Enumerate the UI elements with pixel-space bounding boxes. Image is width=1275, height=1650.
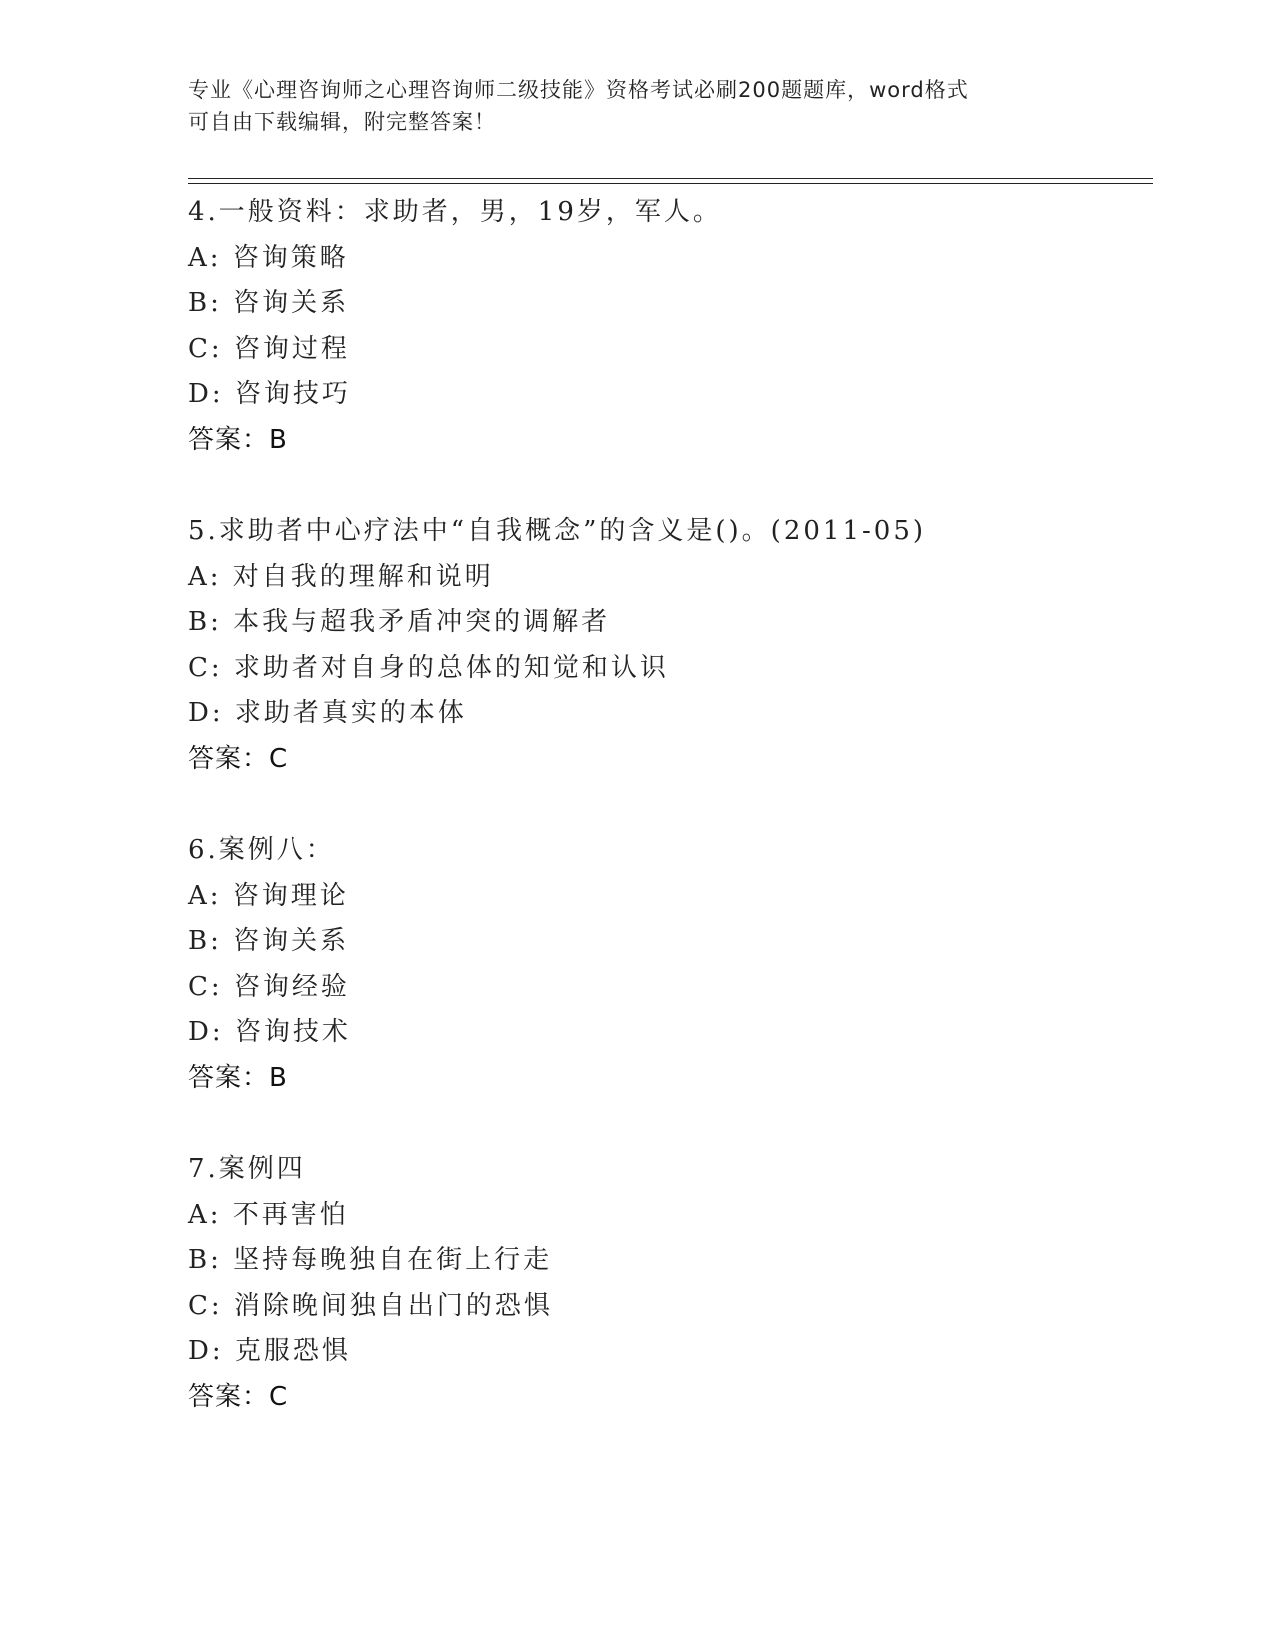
option-c: C: 求助者对自身的总体的知觉和认识: [188, 652, 669, 683]
header-line-2: 可自由下载编辑，附完整答案！: [188, 110, 496, 134]
option-d: D: 求助者真实的本体: [188, 698, 467, 728]
question-7: [188, 1147, 1148, 1420]
question-stem: 4.一般资料：求助者，男，19岁，军人。: [188, 197, 722, 227]
question-4: [188, 190, 1148, 463]
option-d: D: 克服恐惧: [188, 1336, 351, 1366]
question-list: [188, 190, 1148, 1466]
option-b: B: 咨询关系: [188, 288, 350, 318]
option-a: A: 咨询策略: [188, 242, 349, 273]
question-5: [188, 509, 1148, 782]
option-b: B: 咨询关系: [188, 926, 350, 956]
option-a: A: 不再害怕: [188, 1199, 349, 1230]
option-d: D: 咨询技术: [188, 1017, 351, 1047]
option-c: C: 消除晚间独自出门的恐惧: [188, 1290, 553, 1321]
header-double-rule: [188, 178, 1153, 184]
answer-line: 答案：C: [188, 1381, 289, 1412]
option-b: B: 本我与超我矛盾冲突的调解者: [188, 607, 611, 637]
answer-line: 答案：B: [188, 424, 288, 455]
option-d: D: 咨询技巧: [188, 379, 351, 409]
header-line-1: 专业《心理咨询师之心理咨询师二级技能》资格考试必刷200题题库，word格式: [188, 78, 969, 102]
option-c: C: 咨询经验: [188, 971, 350, 1002]
question-stem: 7.案例四: [188, 1154, 306, 1184]
answer-line: 答案：C: [188, 743, 289, 774]
question-stem: 5.求助者中心疗法中“自我概念”的含义是()。(2011-05): [188, 516, 927, 546]
option-a: A: 对自我的理解和说明: [188, 561, 494, 592]
answer-line: 答案：B: [188, 1062, 288, 1093]
question-stem: 6.案例八：: [188, 835, 335, 865]
option-a: A: 咨询理论: [188, 880, 349, 911]
question-6: [188, 828, 1148, 1101]
option-c: C: 咨询过程: [188, 333, 350, 364]
option-b: B: 坚持每晚独自在街上行走: [188, 1245, 553, 1275]
document-header-note: [188, 74, 1088, 138]
